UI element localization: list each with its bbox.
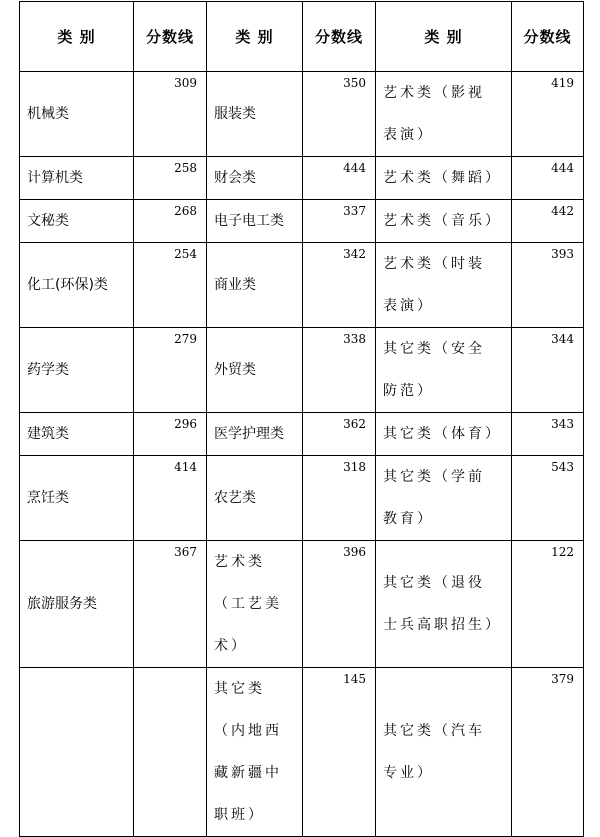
score-cell: 444 <box>303 157 376 200</box>
score-cell: 343 <box>512 413 584 456</box>
score-header: 分数线 <box>512 2 584 72</box>
score-cell: 254 <box>134 243 207 328</box>
table-row <box>20 413 584 456</box>
category-cell: 医学护理类 <box>207 413 303 456</box>
table-row <box>20 72 584 157</box>
score-cell <box>134 668 207 837</box>
category-cell: 其它类（安全防范） <box>376 328 512 413</box>
category-cell: 药学类 <box>20 328 134 413</box>
category-cell: 财会类 <box>207 157 303 200</box>
score-cell: 367 <box>134 541 207 668</box>
category-header: 类 别 <box>376 2 512 72</box>
score-header: 分数线 <box>303 2 376 72</box>
category-cell: 文秘类 <box>20 200 134 243</box>
score-cell: 393 <box>512 243 584 328</box>
category-cell <box>20 668 134 837</box>
category-cell: 服装类 <box>207 72 303 157</box>
category-cell: 电子电工类 <box>207 200 303 243</box>
score-cell: 268 <box>134 200 207 243</box>
score-cell: 444 <box>512 157 584 200</box>
score-cell: 419 <box>512 72 584 157</box>
table-row <box>20 328 584 413</box>
score-cell: 543 <box>512 456 584 541</box>
category-cell: 艺术类（音乐） <box>376 200 512 243</box>
category-cell: 艺术类（工艺美术） <box>207 541 303 668</box>
score-cell: 318 <box>303 456 376 541</box>
category-cell: 烹饪类 <box>20 456 134 541</box>
score-cell: 344 <box>512 328 584 413</box>
category-cell: 艺术类（影视表演） <box>376 72 512 157</box>
score-cell: 337 <box>303 200 376 243</box>
table-row <box>20 243 584 328</box>
category-cell: 其它类（体育） <box>376 413 512 456</box>
table-row <box>20 200 584 243</box>
table-row <box>20 541 584 668</box>
table-row <box>20 157 584 200</box>
category-header: 类 别 <box>20 2 134 72</box>
category-cell: 其它类（学前教育） <box>376 456 512 541</box>
score-cell: 342 <box>303 243 376 328</box>
score-cell: 379 <box>512 668 584 837</box>
score-cell: 414 <box>134 456 207 541</box>
category-cell: 商业类 <box>207 243 303 328</box>
category-cell: 其它类（汽车专业） <box>376 668 512 837</box>
score-cell: 350 <box>303 72 376 157</box>
category-cell: 其它类（退役士兵高职招生） <box>376 541 512 668</box>
category-cell: 化工(环保)类 <box>20 243 134 328</box>
category-cell: 其它类（内地西藏新疆中职班） <box>207 668 303 837</box>
score-cell: 122 <box>512 541 584 668</box>
category-cell: 农艺类 <box>207 456 303 541</box>
category-cell: 旅游服务类 <box>20 541 134 668</box>
score-cell: 145 <box>303 668 376 837</box>
category-cell: 机械类 <box>20 72 134 157</box>
score-cell: 362 <box>303 413 376 456</box>
score-table <box>19 1 584 837</box>
table-row <box>20 668 584 837</box>
header-row <box>20 2 584 72</box>
category-cell: 艺术类（舞蹈） <box>376 157 512 200</box>
category-cell: 建筑类 <box>20 413 134 456</box>
score-cell: 279 <box>134 328 207 413</box>
score-cell: 442 <box>512 200 584 243</box>
score-cell: 396 <box>303 541 376 668</box>
score-header: 分数线 <box>134 2 207 72</box>
category-header: 类 别 <box>207 2 303 72</box>
table-row <box>20 456 584 541</box>
score-cell: 258 <box>134 157 207 200</box>
category-cell: 艺术类（时装表演） <box>376 243 512 328</box>
score-cell: 338 <box>303 328 376 413</box>
category-cell: 外贸类 <box>207 328 303 413</box>
score-cell: 296 <box>134 413 207 456</box>
category-cell: 计算机类 <box>20 157 134 200</box>
score-cell: 309 <box>134 72 207 157</box>
